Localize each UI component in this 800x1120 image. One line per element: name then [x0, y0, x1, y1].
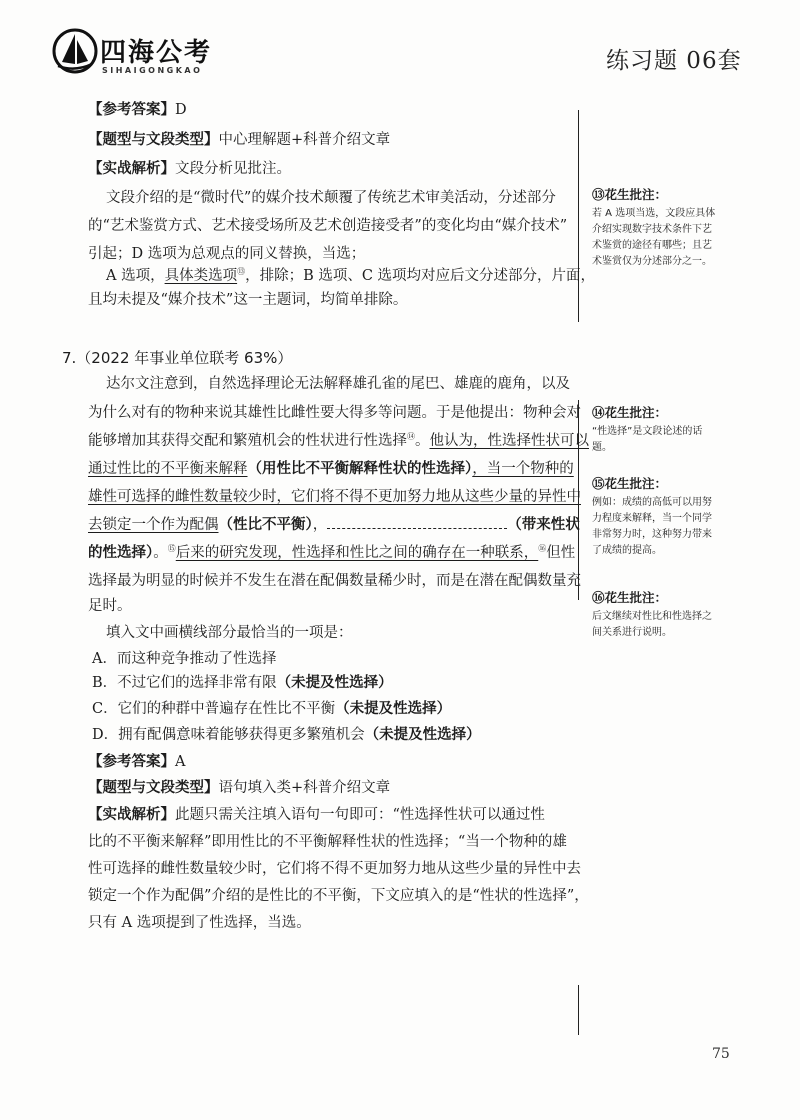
brand-name: 四海公考 — [100, 38, 213, 68]
question-prompt: 填入文中画横线部分最恰当的一项是： — [106, 625, 353, 641]
option-c: C．它们的种群中普遍存在性比不平衡（未提及性选择） — [92, 700, 452, 717]
answer-line: 【参考答案】A — [88, 753, 186, 770]
analysis-line: 只有 A 选项提到了性选择，当选。 — [88, 915, 311, 931]
answer-line: 【参考答案】D — [88, 101, 187, 118]
paragraph-line: 且均未提及“媒介技术”这一主题词，均简单排除。 — [88, 292, 408, 308]
passage-line: 去锁定一个作为配偶（性比不平衡）， （带来性状 — [88, 516, 580, 533]
passage-line: 足时。 — [88, 598, 132, 614]
sidenote-14: ⑭花生批注： “性选择”是文段论述的话 题。 — [592, 405, 703, 453]
analysis-line: 【实战解析】文段分析见批注。 — [88, 160, 291, 177]
analysis-line: 【实战解析】此题只需关注填入语句一句即可：“性选择性状可以通过性 — [88, 806, 545, 823]
option-b: B．不过它们的选择非常有限（未提及性选择） — [92, 674, 393, 691]
paragraph-line: 引起；D 选项为总观点的同义替换，当选； — [88, 246, 366, 262]
paragraph-line: 文段介绍的是“微时代”的媒介技术颠覆了传统艺术审美活动，分述部分 — [106, 190, 556, 206]
margin-divider — [578, 110, 579, 322]
type-line: 【题型与文段类型】语句填入类+科普介绍文章 — [88, 779, 391, 796]
paragraph-line: 的“艺术鉴赏方式、艺术接受场所及艺术创造接受者”的变化均由“媒介技术” — [88, 218, 568, 234]
sidenote-16: ⑯花生批注： 后文继续对性比和性选择之 间关系进行说明。 — [592, 590, 712, 638]
sailboat-logo-icon — [52, 28, 98, 74]
page-number: 75 — [712, 1046, 730, 1062]
paragraph-line: A 选项，具体类选项⑬，排除；B 选项、C 选项均对应后文分述部分，片面， — [106, 267, 596, 284]
sidenote-15: ⑮花生批注： 例如：成绩的高低可以用努 力程度来解释，当一个同学 非常努力时，这种努力带来 了成绩的提高。 — [592, 476, 712, 556]
passage-line: 能够增加其获得交配和繁殖机会的性状进行性选择⑭。他认为，性选择性状可以 — [88, 432, 589, 449]
analysis-line: 性可选择的雌性数量较少时，它们将不得不更加努力地从这些少量的异性中去 — [88, 861, 581, 877]
passage-line: 的性选择）。⑮后来的研究发现，性选择和性比之间的确存在一种联系，⑯但性 — [88, 544, 576, 561]
margin-divider — [578, 985, 579, 1035]
type-line: 【题型与文段类型】中心理解题+科普介绍文章 — [88, 131, 391, 148]
passage-line: 为什么对有的物种来说其雄性比雌性要大得多等问题。于是他提出：物种会对 — [88, 405, 581, 421]
question-header: 7.（2022 年事业单位联考 63%） — [62, 349, 293, 367]
analysis-line: 比的不平衡来解释”即用性比的不平衡解释性状的性选择；“当一个物种的雄 — [88, 834, 567, 850]
passage-line: 达尔文注意到，自然选择理论无法解释雄孔雀的尾巴、雄鹿的鹿角，以及 — [106, 376, 570, 392]
passage-line: 雄性可选择的雌性数量较少时，它们将不得不更加努力地从这些少量的异性中 — [88, 489, 581, 505]
set-title: 练习题 06套 — [606, 48, 742, 74]
passage-line: 选择最为明显的时候并不发生在潜在配偶数量稀少时，而是在潜在配偶数量充 — [88, 573, 581, 589]
fill-blank — [327, 514, 507, 529]
analysis-line: 锁定一个作为配偶”介绍的是性比的不平衡，下文应填入的是“性状的性选择”， — [88, 888, 589, 904]
option-d: D．拥有配偶意味着能够获得更多繁殖机会（未提及性选择） — [92, 726, 481, 743]
passage-line: 通过性比的不平衡来解释（用性比不平衡解释性状的性选择），当一个物种的 — [88, 460, 574, 477]
brand-name-en: SIHAIGONGKAO — [102, 66, 203, 75]
option-a: A．而这种竞争推动了性选择 — [92, 651, 277, 667]
sidenote-13: ⑬花生批注： 若 A 选项当选，文段应具体 介绍实现数字技术条件下艺 术鉴赏的途径有哪些；且艺 术鉴赏仅为分述部分之一。 — [592, 187, 716, 267]
